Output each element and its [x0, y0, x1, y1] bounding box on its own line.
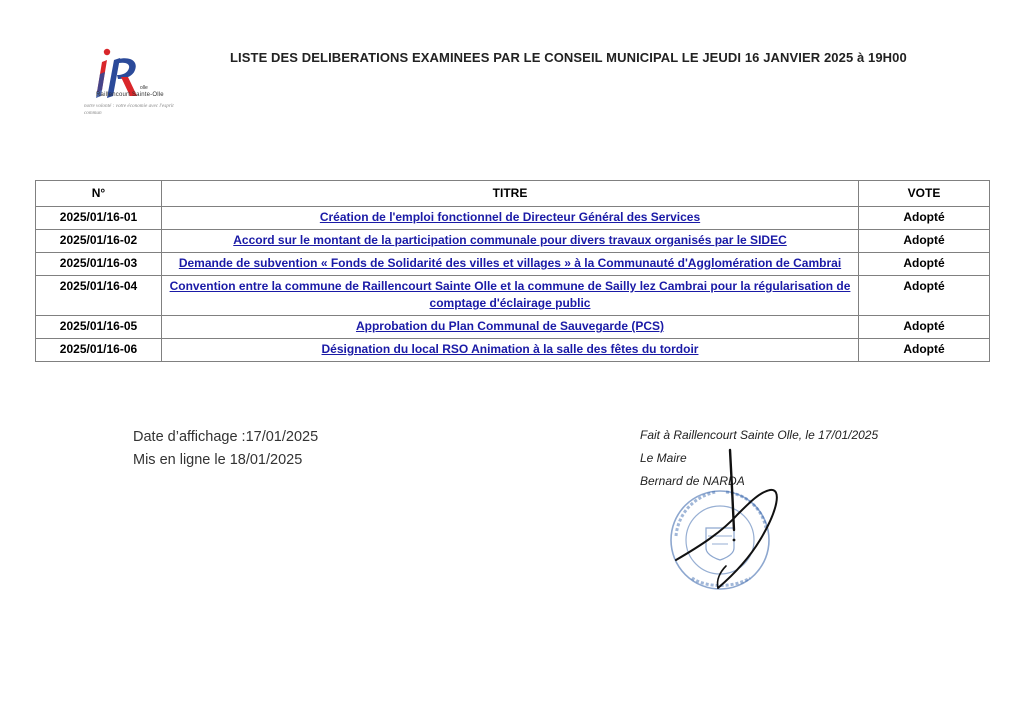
header-title: TITRE [162, 181, 859, 207]
row-title-cell [162, 316, 859, 339]
row-title-cell [162, 276, 859, 316]
row-num: 2025/01/16-06 [36, 339, 162, 362]
online-date: Mis en ligne le 18/01/2025 [133, 452, 303, 468]
table-row [36, 230, 990, 253]
deliberation-link[interactable]: Convention entre la commune de Raillencourt Sainte Olle et la commune de Sailly lez Cambrai pour la régularisation de comptage d'éclairage public [169, 279, 851, 310]
deliberation-link[interactable]: Approbation du Plan Communal de Sauvegarde (PCS) [355, 319, 665, 333]
table-row [36, 316, 990, 339]
header-num: N° [36, 181, 162, 207]
row-vote: Adopté [859, 339, 990, 362]
row-vote: Adopté [859, 316, 990, 339]
row-vote: Adopté [859, 230, 990, 253]
row-vote: Adopté [859, 276, 990, 316]
deliberation-link[interactable]: Accord sur le montant de la participation communale pour divers travaux organisés par le SIDEC [233, 233, 787, 247]
logo-tagline: notre volonté : votre économie avec l'esprit commun [84, 103, 174, 116]
row-title-cell [162, 339, 859, 362]
signature-place-date: Fait à Raillencourt Sainte Olle, le 17/01/2025 [640, 428, 879, 442]
table-row [36, 253, 990, 276]
table-row [36, 207, 990, 230]
deliberation-link[interactable]: Désignation du local RSO Animation à la salle des fêtes du tordoir [321, 342, 699, 356]
row-num: 2025/01/16-01 [36, 207, 162, 230]
logo-town-name: Raillencourt Sainte-Olle [96, 92, 164, 98]
deliberations-table [35, 180, 990, 362]
row-title-cell [162, 207, 859, 230]
row-vote: Adopté [859, 253, 990, 276]
logo-olle-text: olle [140, 85, 148, 91]
table-header-row [36, 181, 990, 207]
table-row [36, 276, 990, 316]
row-num: 2025/01/16-04 [36, 276, 162, 316]
signature-name: Bernard de NARDA [640, 474, 745, 488]
posting-dates [133, 426, 318, 472]
header-vote: VOTE [859, 181, 990, 207]
deliberation-link[interactable]: Création de l'emploi fonctionnel de Directeur Général des Services [319, 210, 701, 224]
row-num: 2025/01/16-02 [36, 230, 162, 253]
row-num: 2025/01/16-05 [36, 316, 162, 339]
row-num: 2025/01/16-03 [36, 253, 162, 276]
row-title-cell [162, 253, 859, 276]
display-date: Date d’affichage :17/01/2025 [133, 429, 319, 445]
signature-role: Le Maire [640, 451, 687, 465]
handwritten-signature-icon [660, 448, 790, 598]
row-vote: Adopté [859, 207, 990, 230]
row-title-cell [162, 230, 859, 253]
page-title: LISTE DES DELIBERATIONS EXAMINEES PAR LE CONSEIL MUNICIPAL LE JEUDI 16 JANVIER 2025 à 19H00 [230, 50, 907, 65]
deliberation-link[interactable]: Demande de subvention « Fonds de Solidarité des villes et villages » à la Communauté d'Agglomération de Cambrai [178, 256, 842, 270]
table-row [36, 339, 990, 362]
